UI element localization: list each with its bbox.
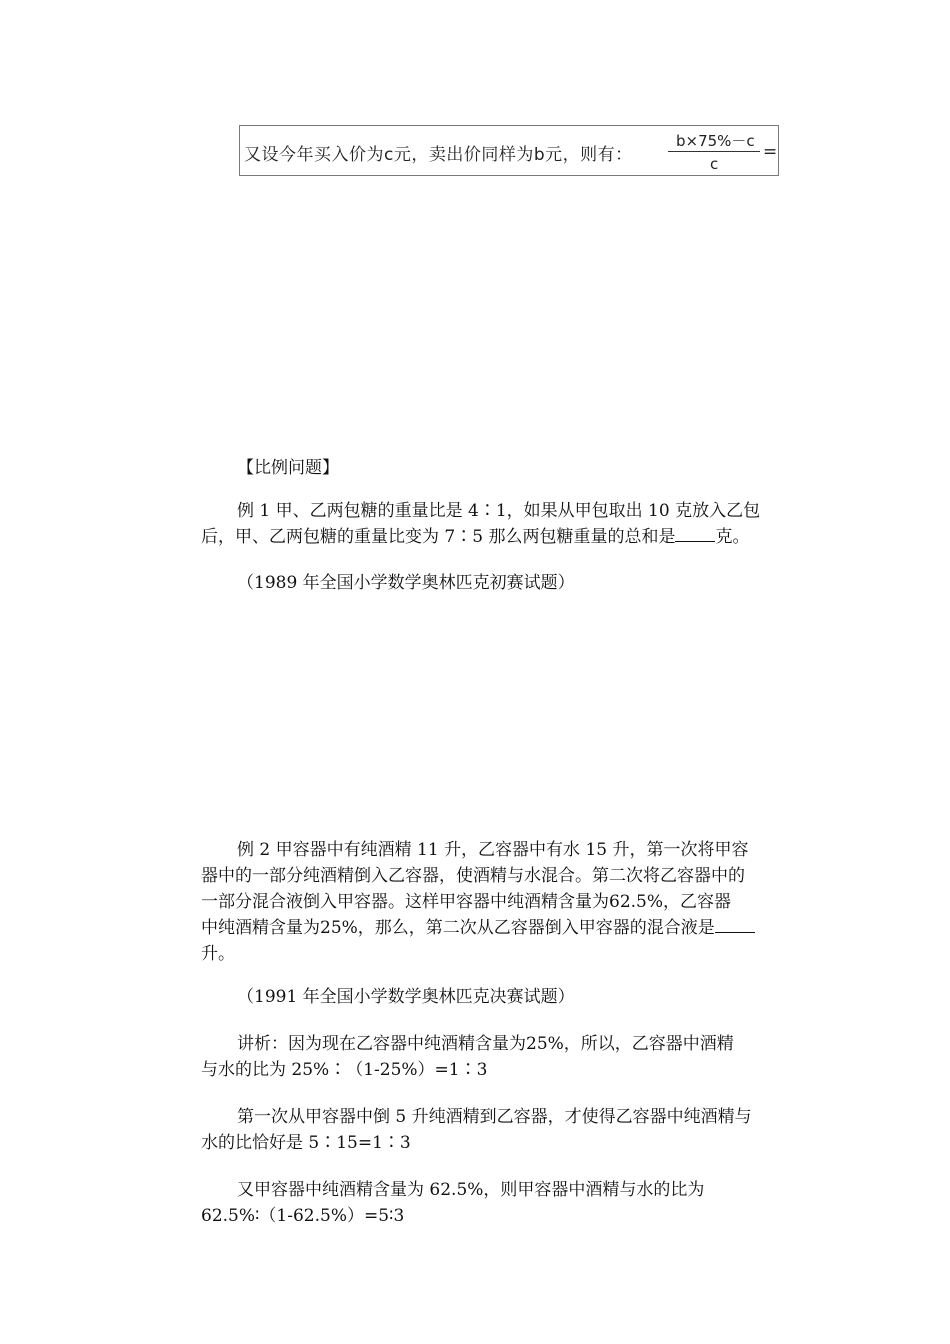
example-2-line-1: 例 2 甲容器中有纯酒精 11 升，乙容器中有水 15 升，第一次将甲容: [237, 840, 749, 860]
answer-blank: [715, 918, 755, 933]
analysis-p3-line-1: 又甲容器中纯酒精含量为 62.5%，则甲容器中酒精与水的比为: [237, 1180, 705, 1200]
analysis-paragraph-2: [201, 1104, 811, 1156]
analysis-p2-line-1: 第一次从甲容器中倒 5 升纯酒精到乙容器，才使得乙容器中纯酒精与: [237, 1107, 752, 1127]
answer-blank: [675, 527, 715, 542]
section-title: 【比例问题】: [237, 458, 339, 478]
example-2-source: （1991 年全国小学数学奥林匹克决赛试题）: [237, 987, 575, 1007]
example-2-line-4: [201, 915, 811, 941]
example-2-source-block: [201, 984, 811, 1010]
example-2-line-5: 升。: [201, 944, 235, 964]
example-2-line-4-text: 中纯酒精含量为25%，那么，第二次从乙容器倒入甲容器的混合液是: [201, 918, 715, 938]
example-1-source: （1989 年全国小学数学奥林匹克初赛试题）: [237, 573, 575, 593]
analysis-p2-line-2: 水的比恰好是 5∶15=1∶3: [201, 1133, 411, 1153]
analysis-paragraph-3: [201, 1177, 811, 1229]
fraction-equals: =: [763, 142, 778, 162]
example-1: [201, 498, 811, 550]
section-title-block: [201, 455, 811, 481]
fraction-denominator: c: [710, 155, 719, 173]
example-1-line-2-after: 克。: [715, 527, 750, 547]
analysis-p1-line-2: 与水的比为 25%∶（1-25%）=1∶3: [201, 1060, 488, 1080]
example-1-line-2-before: 后，甲、乙两包糖的重量比变为 7∶5 那么两包糖重量的总和是: [201, 527, 676, 547]
example-2: [201, 837, 811, 967]
example-2-line-2: 器中的一部分纯酒精倒入乙容器，使酒精与水混合。第二次将乙容器中的: [201, 866, 745, 886]
example-1-line-2: [201, 524, 811, 550]
analysis-p1-line-1: 讲析：因为现在乙容器中纯酒精含量为25%，所以，乙容器中酒精: [237, 1034, 734, 1054]
example-1-source-block: [201, 570, 811, 596]
fraction-bar: [668, 151, 760, 152]
analysis-paragraph-1: [201, 1031, 811, 1083]
formula-text: 又设今年买入价为c元，卖出价同样为b元，则有：: [244, 145, 633, 165]
fraction-numerator: b×75%－c: [676, 132, 755, 150]
example-2-line-3: 一部分混合液倒入甲容器。这样甲容器中纯酒精含量为62.5%，乙容器: [201, 892, 732, 912]
formula-image-box: [239, 125, 779, 176]
example-1-line-1: 例 1 甲、乙两包糖的重量比是 4∶1，如果从甲包取出 10 克放入乙包: [237, 501, 761, 521]
analysis-p3-line-2: 62.5%∶（1-62.5%）=5∶3: [201, 1206, 405, 1226]
